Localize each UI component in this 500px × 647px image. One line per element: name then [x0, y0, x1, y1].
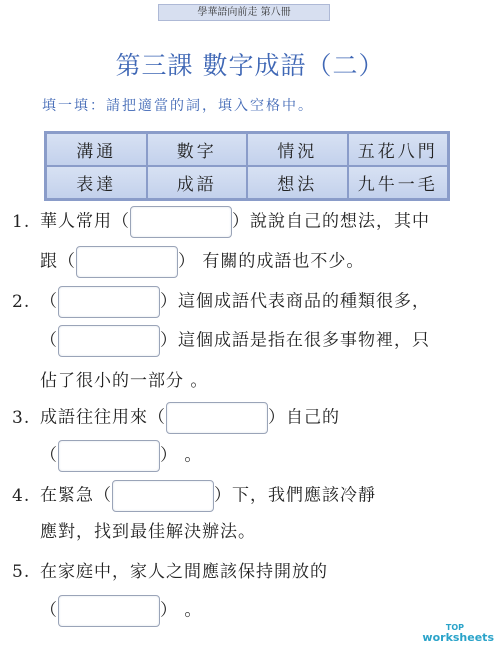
question-number: 3. [12, 407, 31, 428]
question-text: （ [40, 291, 58, 312]
question-number: 2. [12, 291, 31, 312]
question-1-line-2 [12, 246, 364, 276]
question-text: 應對，找到最佳解決辦法。 [40, 522, 256, 542]
question-text: （ [40, 600, 58, 621]
question-text: ）這個成語代表商品的種類很多， [160, 291, 430, 312]
answer-blank-5[interactable] [58, 595, 160, 627]
question-text: ） 有關的成語也不少。 [178, 251, 365, 272]
answer-blank-1a[interactable] [130, 206, 232, 238]
word-bank-cell: 想法 [247, 166, 348, 199]
question-text: 在緊急（ [40, 485, 112, 506]
question-text: ）下，我們應該冷靜 [214, 485, 376, 506]
word-bank-cell: 五花八門 [348, 133, 449, 166]
question-5-line-2 [12, 595, 202, 625]
word-bank-cell: 情況 [247, 133, 348, 166]
word-bank-cell: 成語 [147, 166, 248, 199]
question-text: （ [40, 445, 58, 466]
question-2-line-2 [12, 325, 430, 355]
book-title-band: 學華語向前走 第八冊 [158, 4, 330, 21]
question-2-line-1 [12, 286, 430, 316]
page-title: 第三課 數字成語（二） [115, 51, 385, 80]
logo-brand-text: worksheets [422, 631, 494, 644]
question-text: ） 。 [160, 600, 203, 621]
question-2-line-3 [12, 366, 208, 396]
question-3-line-1 [12, 402, 340, 432]
question-text: 華人常用（ [40, 211, 130, 232]
answer-blank-2b[interactable] [58, 325, 160, 357]
topworksheets-logo [422, 623, 494, 643]
question-text: 佔了很小的一部分 。 [40, 371, 209, 391]
answer-blank-4[interactable] [112, 480, 214, 512]
question-number: 4. [12, 485, 31, 506]
answer-blank-1b[interactable] [76, 246, 178, 278]
question-text: 在家庭中，家人之間應該保持開放的 [40, 562, 328, 582]
word-bank-cell: 表達 [46, 166, 147, 199]
question-text: ）說說自己的想法，其中 [232, 211, 430, 232]
instruction-text: 填一填：請把適當的詞，填入空格中。 [42, 98, 314, 114]
question-number: 5. [12, 562, 31, 582]
answer-blank-2a[interactable] [58, 286, 160, 318]
question-text: ） 。 [160, 445, 203, 466]
question-5-line-1 [12, 557, 328, 587]
answer-blank-3b[interactable] [58, 440, 160, 472]
question-text: ）自己的 [268, 407, 340, 428]
logo-top-text: TOP [445, 623, 464, 632]
word-bank-cell: 數字 [147, 133, 248, 166]
question-4-line-1 [12, 480, 376, 510]
question-4-line-2 [12, 517, 256, 547]
question-number: 1. [12, 211, 31, 232]
question-3-line-2 [12, 440, 202, 470]
question-text: 跟（ [40, 251, 76, 272]
question-1-line-1 [12, 206, 430, 236]
word-bank-table [44, 131, 450, 201]
question-text: 成語往往用來（ [40, 407, 166, 428]
word-bank-cell: 溝通 [46, 133, 147, 166]
question-text: ）這個成語是指在很多事物裡，只 [160, 330, 430, 351]
question-text: （ [40, 330, 58, 351]
word-bank-cell: 九牛一毛 [348, 166, 449, 199]
answer-blank-3a[interactable] [166, 402, 268, 434]
